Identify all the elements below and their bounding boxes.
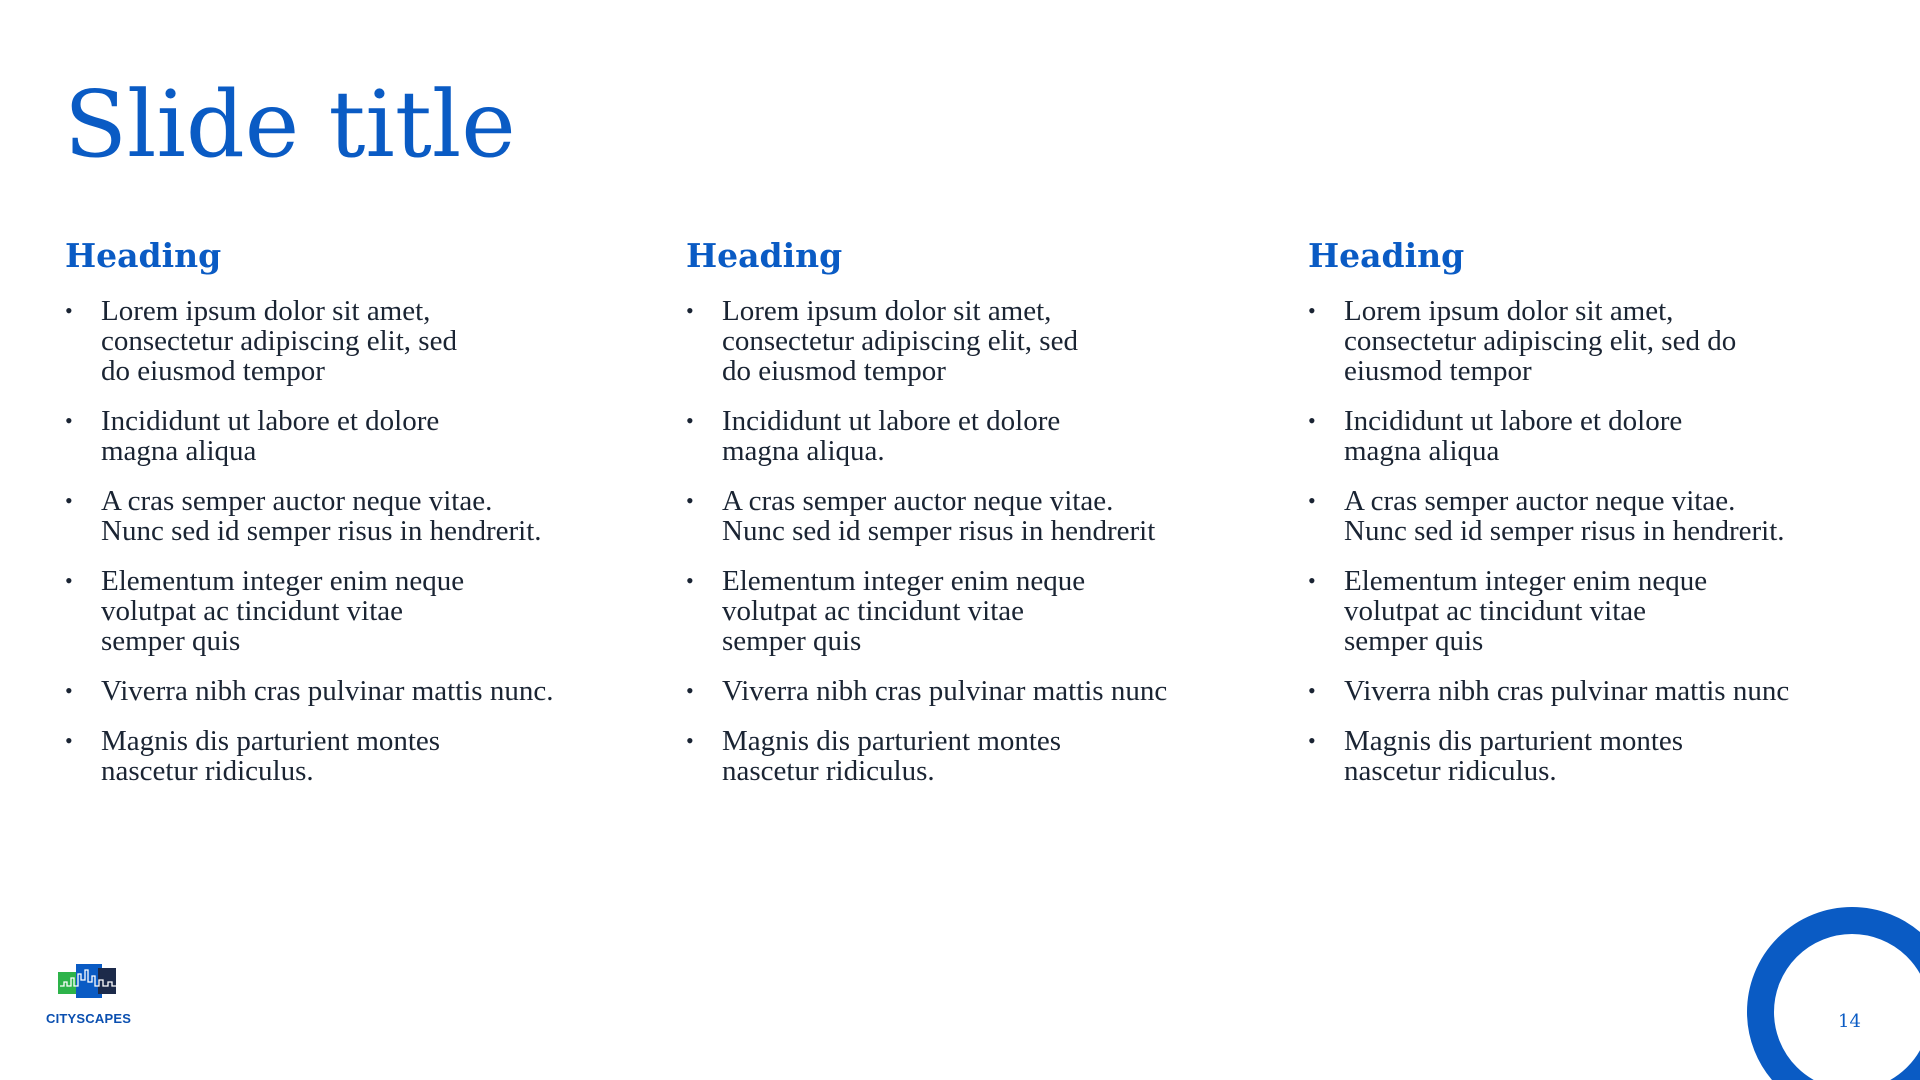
column-heading: Heading	[1308, 236, 1465, 275]
column-heading: Heading	[686, 236, 843, 275]
bullet-item: • A cras semper auctor neque vitae. Nunc sed id semper risus in hendrerit.	[1308, 486, 1868, 546]
bullet-item: • Elementum integer enim neque volutpat ac tincidunt vitae semper quis	[686, 566, 1246, 656]
slide-title: Slide title	[64, 71, 516, 178]
bullet-item: • Magnis dis parturient montes nascetur ridiculus.	[686, 726, 1246, 786]
decorative-ring	[1747, 907, 1920, 1080]
bullet-item: • Lorem ipsum dolor sit amet, consectetur adipiscing elit, sed do eiusmod tempor	[65, 296, 625, 386]
bullet-item: • Incididunt ut labore et dolore magna aliqua	[1308, 406, 1868, 466]
bullet-item: • Lorem ipsum dolor sit amet, consectetur adipiscing elit, sed do eiusmod tempor	[1308, 296, 1868, 386]
bullet-item: • Magnis dis parturient montes nascetur ridiculus.	[65, 726, 625, 786]
logo-text: CITYSCAPES	[46, 1011, 132, 1026]
column-1	[65, 236, 625, 806]
column-2	[686, 236, 1246, 806]
bullet-item: • A cras semper auctor neque vitae. Nunc sed id semper risus in hendrerit.	[65, 486, 625, 546]
bullet-item: • Magnis dis parturient montes nascetur ridiculus.	[1308, 726, 1868, 786]
bullet-item: • Elementum integer enim neque volutpat ac tincidunt vitae semper quis	[65, 566, 625, 656]
bullet-item: • A cras semper auctor neque vitae. Nunc sed id semper risus in hendrerit	[686, 486, 1246, 546]
bullet-list	[1308, 296, 1868, 786]
bullet-item: • Incididunt ut labore et dolore magna aliqua.	[686, 406, 1246, 466]
bullet-list	[686, 296, 1246, 786]
column-3	[1308, 236, 1868, 806]
cityscapes-logo	[46, 964, 136, 1030]
cityscapes-logo-icon	[58, 964, 120, 1004]
bullet-item: • Viverra nibh cras pulvinar mattis nunc	[1308, 676, 1868, 706]
column-heading: Heading	[65, 236, 222, 275]
bullet-item: • Lorem ipsum dolor sit amet, consectetur adipiscing elit, sed do eiusmod tempor	[686, 296, 1246, 386]
bullet-item: • Viverra nibh cras pulvinar mattis nunc.	[65, 676, 625, 706]
bullet-item: • Viverra nibh cras pulvinar mattis nunc	[686, 676, 1246, 706]
bullet-item: • Elementum integer enim neque volutpat ac tincidunt vitae semper quis	[1308, 566, 1868, 656]
bullet-item: • Incididunt ut labore et dolore magna aliqua	[65, 406, 625, 466]
bullet-list	[65, 296, 625, 786]
page-number: 14	[1838, 1011, 1861, 1032]
